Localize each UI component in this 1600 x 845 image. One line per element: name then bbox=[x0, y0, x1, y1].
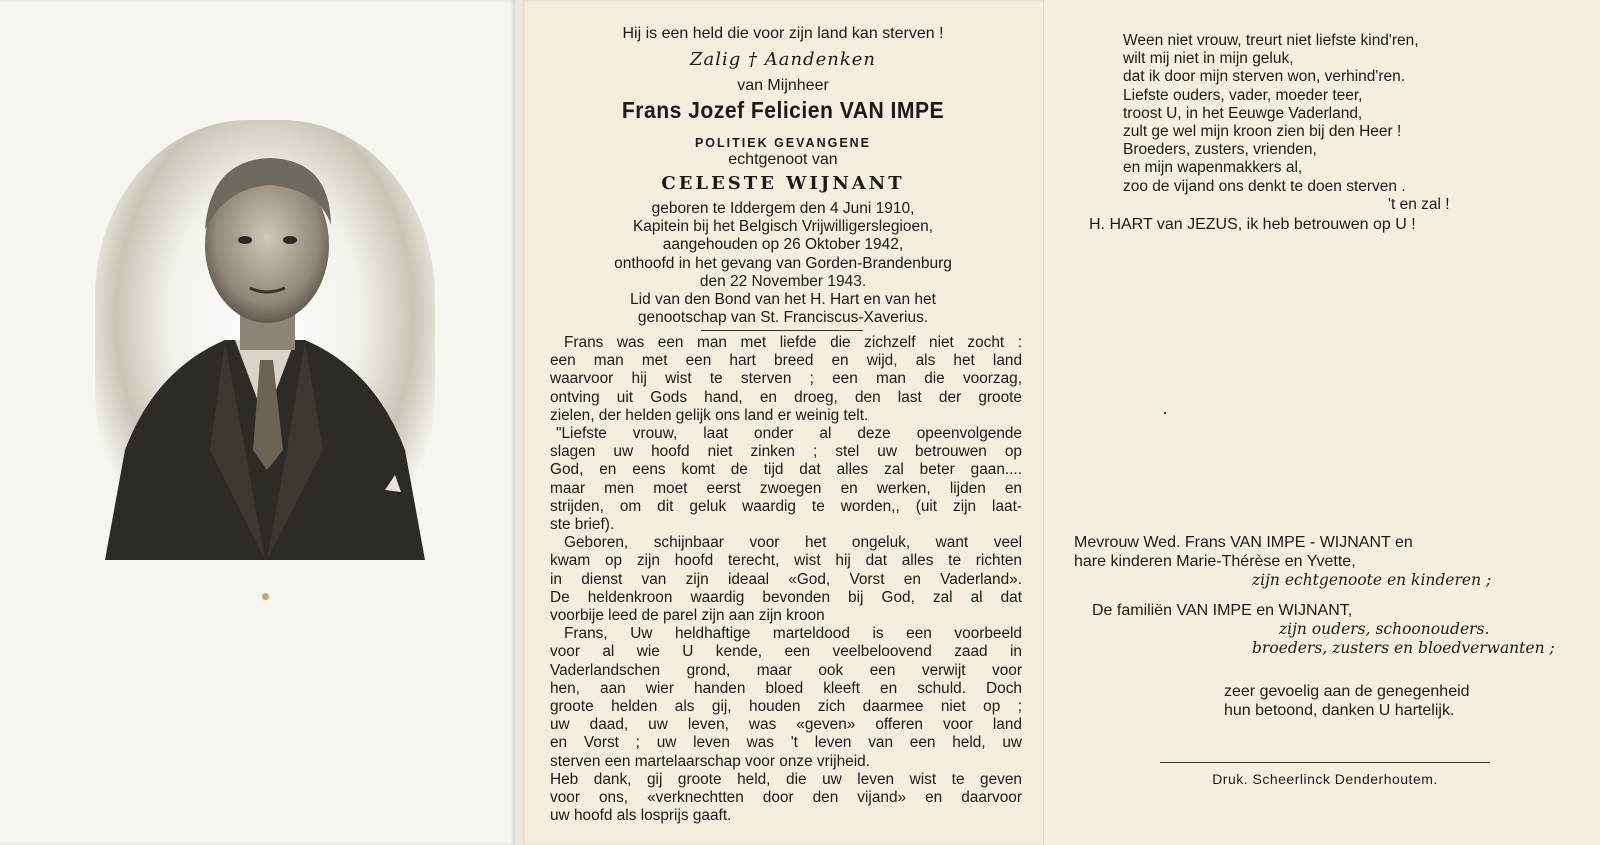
poem-line: en mijn wapenmakkers al, bbox=[1123, 159, 1303, 177]
bio-line: maar men moet eerst zwoegen en werken, lijden en bbox=[550, 479, 1022, 497]
bio-line: uw daad, uw leven, was «geven» offeren voor land bbox=[550, 716, 1022, 734]
paper-speck bbox=[1164, 412, 1166, 414]
life-facts bbox=[523, 200, 1043, 327]
thanks-line: zeer gevoelig aan de genegenheid bbox=[1224, 683, 1470, 700]
thanks-line: De familiën VAN IMPE en WIJNANT, bbox=[1092, 601, 1353, 619]
portrait-figure-icon bbox=[95, 120, 435, 560]
thanks-line: hun betoond, danken U hartelijk. bbox=[1224, 701, 1455, 719]
bio-line: voorbije leed de parel zijn aan zijn kroon bbox=[550, 607, 825, 625]
bio-line: Frans, Uw heldhaftige marteldood is een voorbeeld bbox=[564, 625, 1022, 643]
bio-line: strijden, om dit geluk waardig te worden,, (uit zijn laat- bbox=[550, 497, 1022, 515]
memorial-heading: Zalig † Aandenken bbox=[690, 49, 876, 70]
fact-line: Lid van den Bond van het H. Hart en van het bbox=[630, 291, 936, 309]
portrait-photo bbox=[95, 120, 435, 560]
bio-line: voor ons, «verknechtten door den vijand» en daarvoor bbox=[550, 789, 1022, 807]
biography bbox=[550, 334, 1022, 825]
bio-line: en Vorst ; uw leven was 't leven van een held, uw bbox=[550, 734, 1022, 752]
status-label: POLITIEK GEVANGENE bbox=[694, 136, 872, 150]
bio-line: voor al wie U kende, een veelbeloovend zaad in bbox=[550, 643, 1022, 661]
thanks-line: broeders, zusters en bloedverwanten ; bbox=[1252, 638, 1555, 657]
poem-line: 't en zal ! bbox=[1388, 195, 1450, 213]
prayer: H. HART van JEZUS, ik heb betrouwen op U ! bbox=[1089, 216, 1416, 233]
bio-line: Frans was een man met liefde die zichzelf niet zocht : bbox=[564, 334, 1022, 351]
portrait-card bbox=[0, 0, 515, 845]
bio-line: in dienst van zijn ideaal «God, Vorst en Vaderland». bbox=[550, 570, 1022, 588]
photo-mark bbox=[262, 593, 269, 600]
thanks-line: hare kinderen Marie-Thérèse en Yvette, bbox=[1074, 552, 1356, 570]
bio-line: "Liefste vrouw, laat onder al deze opeenvolgende bbox=[556, 425, 1022, 443]
thanks-line: Mevrouw Wed. Frans VAN IMPE - WIJNANT en bbox=[1074, 534, 1413, 551]
spouse-of-label: echtgenoot van bbox=[728, 151, 838, 168]
poem-line: zult ge wel mijn kroon zien bij den Heer ! bbox=[1123, 123, 1402, 141]
fact-line: onthoofd in het gevang van Gorden-Brandenburg bbox=[614, 254, 952, 272]
poem-line: Liefste ouders, vader, moeder teer, bbox=[1123, 86, 1363, 104]
divider bbox=[701, 330, 863, 331]
bio-line: zielen, der helden gelijk ons land er weinig telt. bbox=[550, 406, 869, 424]
fact-line: den 22 November 1943. bbox=[699, 272, 867, 290]
poem-line: Broeders, zusters, vrienden, bbox=[1123, 141, 1317, 159]
bio-line: Geboren, schijnbaar voor het ongeluk, want veel bbox=[564, 534, 1022, 552]
fact-line: geboren te Iddergem den 4 Juni 1910, bbox=[651, 200, 915, 217]
poem-and-thanks-panel bbox=[1043, 0, 1600, 845]
fact-line: aangehouden op 26 Oktober 1942, bbox=[662, 236, 904, 254]
deceased-name: Frans Jozef Felicien VAN IMPE bbox=[621, 97, 945, 123]
bio-line: waarvoor hij wist te sterven ; een man die voorzag, bbox=[550, 370, 1022, 388]
poem bbox=[1123, 32, 1450, 214]
bio-line: ontving uit Gods hand, en droeg, den last der groote bbox=[550, 388, 1022, 406]
bio-line: God, en eens komt de tijd dat alles zal beter gaan.... bbox=[550, 461, 1022, 479]
poem-line: troost U, in het Eeuwge Vaderland, bbox=[1123, 104, 1363, 122]
bio-line: ste brief). bbox=[550, 516, 615, 534]
bio-line: slagen uw hoofd niet zinken ; stel uw betrouwen op bbox=[550, 443, 1022, 461]
bio-line: groote helden als gij, houden zich daarmee niet op ; bbox=[550, 698, 1022, 716]
poem-line: zoo de vijand ons denkt te doen sterven . bbox=[1123, 177, 1406, 195]
thanks-line: zijn ouders, schoonouders. bbox=[1279, 620, 1490, 638]
motto: Hij is een held die voor zijn land kan sterven ! bbox=[622, 25, 944, 42]
bio-line: sterven een martelaarschap voor onze vrijheid. bbox=[550, 752, 870, 770]
spouse-name: CELESTE WIJNANT bbox=[661, 173, 905, 194]
thanks-line: zijn echtgenoote en kinderen ; bbox=[1252, 571, 1492, 589]
bio-line: Vaderlandschen grond, maar ook een verwijt voor bbox=[550, 661, 1022, 679]
memorial-text-panel bbox=[523, 0, 1043, 845]
bio-line: hen, aan wier handen bloed kleeft en schuld. Doch bbox=[550, 679, 1022, 697]
thanks-section bbox=[1074, 534, 1584, 720]
fact-line: Kapitein bij het Belgisch Vrijwilligerslegioen, bbox=[632, 218, 934, 236]
poem-line: dat ik door mijn sterven won, verhind'ren. bbox=[1123, 68, 1406, 86]
fact-line: genootschap van St. Franciscus-Xaverius. bbox=[637, 309, 929, 327]
bio-line: een man met een hart breed en wijd, als het land bbox=[550, 352, 1022, 370]
bio-line: kwam op zijn hoofd terecht, wist hij dat alles te richten bbox=[550, 552, 1022, 570]
van-mijnheer: van Mijnheer bbox=[737, 77, 829, 94]
printer-credit: Druk. Scheerlinck Denderhoutem. bbox=[1160, 762, 1490, 787]
bio-line: uw hoofd als losprijs gaaft. bbox=[550, 807, 732, 825]
poem-line: wilt mij niet in mijn geluk, bbox=[1123, 50, 1294, 68]
poem-line: Ween niet vrouw, treurt niet liefste kind'ren, bbox=[1123, 32, 1419, 49]
bio-line: De heldenkroon waardig bevonden bij God, zal al dat bbox=[550, 588, 1022, 606]
bio-line: Heb dank, gij groote held, die uw leven wist te geven bbox=[550, 770, 1022, 788]
